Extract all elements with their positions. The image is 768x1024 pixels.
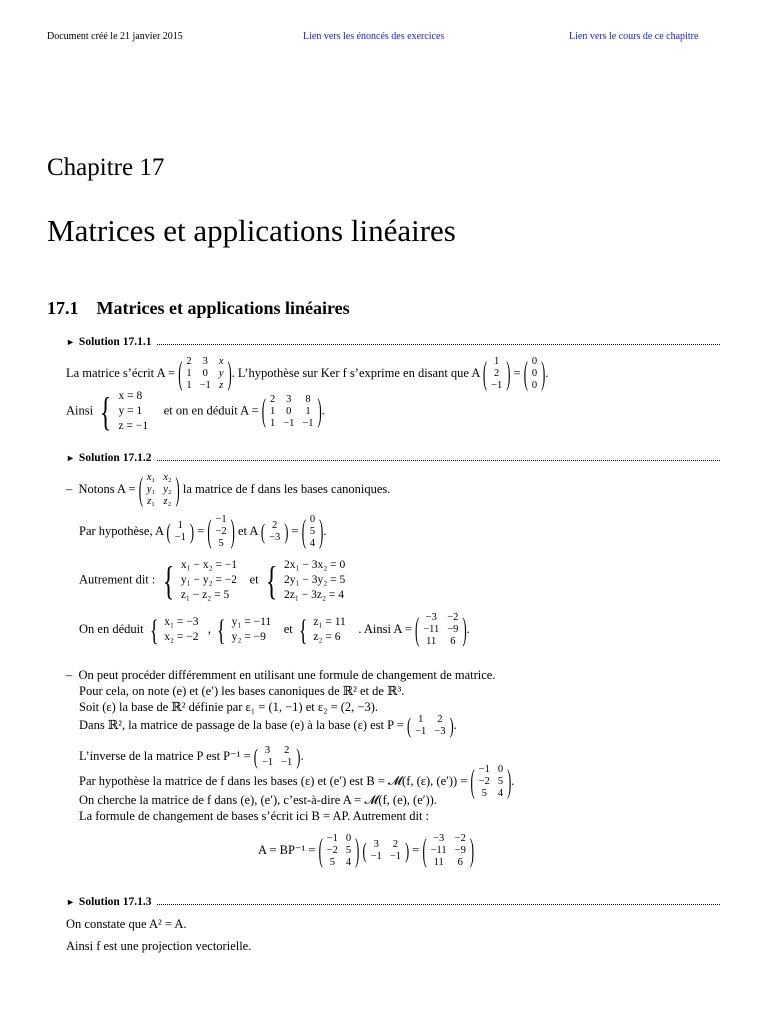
- text: L’inverse de la matrice P est P⁻¹ =: [79, 748, 251, 763]
- eq: x₁ − x₂ = −1: [180, 559, 238, 571]
- matrix: ( 3 2 −1 −1 ): [362, 837, 410, 864]
- matrix: ( 1 2 −1 −3 ): [406, 712, 454, 739]
- brace: {: [265, 557, 278, 603]
- text: On peut procéder différemment en utilisant une formule de changement de matrice.: [78, 668, 496, 682]
- dotted-rule: [157, 460, 720, 461]
- matrix: ( −1 0 −2 5 5 4 ): [318, 832, 360, 869]
- text: Ainsi: [66, 403, 94, 418]
- section-title: Matrices et applications linéaires: [96, 298, 350, 318]
- sol2-notons: – Notons A = ( x₁ x₂ y₁ y₂ z₁ z₂ ) la matrice de f dans les bases canoniques.: [66, 471, 391, 508]
- brace: {: [298, 613, 308, 647]
- matrix: ( −3 −2 −11 −9 11 6 ): [422, 832, 475, 869]
- text: et on en déduit A =: [163, 403, 259, 418]
- eq: x₂ = −2: [164, 631, 199, 643]
- eq: z = −1: [118, 420, 149, 432]
- eq: y₂ = −9: [231, 631, 266, 643]
- brace: {: [216, 613, 226, 647]
- system: [284, 558, 345, 603]
- eq: y₁ − y₂ = −2: [180, 574, 238, 586]
- system: [232, 615, 272, 645]
- text: La matrice s’écrit A =: [66, 365, 176, 380]
- sol1-line1: La matrice s’écrit A = ( 2 3 x 1 0 y 1 −1 z ) . L’hypothèse sur Ker f s’exprime en disant que A ( 1 2 −1 ) = ( 0 0 0 ) .: [66, 355, 549, 392]
- solution-header[interactable]: [66, 452, 720, 464]
- text: La formule de changement de bases s’écrit ici B = AP. Autrement dit :: [79, 809, 430, 823]
- matrix: ( −1 0 −2 5 5 4 ): [470, 763, 512, 800]
- vector: ( −1 −2 5 ): [207, 513, 235, 550]
- vector: ( 2 −3 ): [260, 518, 289, 545]
- text: Par hypothèse la matrice de f dans les bases (ε) et (e′) est B = 𝓜(f, (ε), (e′)) =: [79, 773, 468, 788]
- text: . L’hypothèse sur Ker f s’exprime en disant que A: [231, 365, 480, 380]
- section-heading: [47, 298, 350, 319]
- vector: ( 1 −1 ): [166, 518, 195, 545]
- page-title: Matrices et applications linéaires: [47, 213, 456, 248]
- sol2-formula-text: [79, 792, 437, 824]
- sol2-inverse: L’inverse de la matrice P est P⁻¹ = ( 3 2 −1 −1 ) .: [79, 743, 304, 770]
- text: Soit (ε) la base de ℝ² définie par ε₁ = (1, −1) et ε₂ = (2, −3).: [79, 700, 379, 714]
- eq: y = 1: [118, 405, 143, 417]
- eq: 2z₁ − 3z₂ = 4: [284, 589, 344, 601]
- sol2-matrix-b: Par hypothèse la matrice de f dans les bases (ε) et (e′) est B = 𝓜(f, (ε), (e′)) = ( −1 0 −2 5 5 4 ) .: [79, 763, 515, 800]
- sol2-autrement: Autrement dit : { x₁ − x₂ = −1 y₁ − y₂ = −2 z₁ − z₂ = 5 et { 2x₁ − 3x₂ = 0 2y₁ − 3y₂ = 5 2z₁ − 3z₂ = 4: [79, 557, 346, 603]
- brace: {: [100, 388, 112, 434]
- eq: x₁ = −3: [164, 616, 199, 628]
- chapter-label: Chapitre 17: [47, 154, 165, 181]
- eq: z₁ − z₂ = 5: [180, 589, 230, 601]
- triangle-icon: ►: [66, 897, 75, 907]
- solution-label: Solution 17.1.2: [78, 452, 152, 464]
- brace: {: [149, 613, 159, 647]
- sol2-passage: Dans ℝ², la matrice de passage de la base (e) à la base (ε) est P = ( 1 2 −1 −3 ) .: [79, 712, 457, 739]
- eq: y₁ = −11: [231, 616, 272, 628]
- system: [119, 389, 149, 434]
- brace: {: [162, 557, 174, 603]
- eq: x = 8: [118, 390, 143, 402]
- vector: ( 1 2 −1 ): [482, 355, 511, 392]
- vector: ( 0 5 4 ): [301, 513, 324, 550]
- sol2-deduit: On en déduit { x₁ = −3 x₂ = −2 , { y₁ = −11 y₂ = −9 et { z₁ = 11 z₂ = 6 . Ainsi A = ( −3 −2 −11 −9 11 6 ) .: [79, 611, 470, 648]
- system: [164, 615, 198, 645]
- eq: 2y₁ − 3y₂ = 5: [284, 574, 346, 586]
- triangle-icon: ►: [66, 337, 75, 347]
- solution-label: Solution 17.1.1: [78, 336, 152, 348]
- sol3-line2: Ainsi f est une projection vectorielle.: [66, 939, 252, 953]
- eq: z₂ = 6: [313, 631, 341, 643]
- section-number: 17.1: [47, 298, 79, 318]
- sol3-line1: On constate que A² = A.: [66, 917, 187, 931]
- solution-label: Solution 17.1.3: [78, 896, 152, 908]
- course-link[interactable]: Lien vers le cours de ce chapitre: [569, 31, 699, 42]
- matrix: ( 3 2 −1 −1 ): [253, 743, 301, 770]
- text: Autrement dit :: [79, 572, 156, 587]
- matrix: ( −3 −2 −11 −9 11 6 ): [415, 611, 467, 648]
- sol1-line2: Ainsi { x = 8 y = 1 z = −1 et on en déduit A = ( 2 3 8 1 0 1 1 −1 −1 ) .: [66, 388, 325, 434]
- document-date: Document créé le 21 janvier 2015: [47, 31, 183, 42]
- eq: z₁ = 11: [313, 616, 346, 628]
- dotted-rule: [157, 344, 720, 345]
- text: A = BP⁻¹ =: [258, 842, 316, 857]
- text: . Ainsi A =: [358, 621, 412, 636]
- sol2-hypothese: Par hypothèse, A ( 1 −1 ) = ( −1 −2 5 ) et A ( 2 −3 ) = ( 0 5 4 ) .: [79, 513, 327, 550]
- text: la matrice de f dans les bases canoniques.: [182, 481, 391, 496]
- text: Pour cela, on note (e) et (e′) les bases canoniques de ℝ² et de ℝ³.: [79, 684, 405, 698]
- system: [313, 615, 345, 645]
- exercises-link[interactable]: Lien vers les énoncés des exercices: [303, 31, 445, 42]
- triangle-icon: ►: [66, 453, 75, 463]
- text: On en déduit: [79, 621, 144, 636]
- matrix: ( 2 3 x 1 0 y 1 −1 z ): [178, 355, 232, 392]
- text: Dans ℝ², la matrice de passage de la base (e) à la base (ε) est P =: [79, 717, 404, 732]
- text: Par hypothèse, A: [79, 523, 164, 538]
- eq: 2x₁ − 3x₂ = 0: [284, 559, 346, 571]
- dotted-rule: [157, 904, 720, 905]
- text: et A: [237, 523, 258, 538]
- matrix: ( x₁ x₂ y₁ y₂ z₁ z₂ ): [138, 471, 180, 508]
- zero-vector: ( 0 0 0 ): [523, 355, 546, 392]
- solution-header[interactable]: [66, 336, 720, 348]
- text: On cherche la matrice de f dans (e), (e′), c’est-à-dire A = 𝓜(f, (e), (e′)).: [79, 793, 437, 807]
- sol2-display-equation: A = BP⁻¹ = ( −1 0 −2 5 5 4 ) ( 3 2 −1 −1 ) = ( −3 −2 −11 −9 11 6 ): [258, 832, 475, 869]
- sol2-method2: – On peut procéder différemment en utilisant une formule de changement de matrice. Pour cela, on note (e) et (e′) les bases canoniques de ℝ² et de ℝ³. Soit (ε) la base de ℝ² définie par ε₁ = (1, −1) et ε₂ = (2, −3).: [66, 668, 496, 714]
- solution-header[interactable]: [66, 896, 720, 908]
- system: [181, 558, 237, 603]
- text: Notons A =: [78, 481, 136, 496]
- matrix: ( 2 3 8 1 0 1 1 −1 −1 ): [261, 392, 322, 430]
